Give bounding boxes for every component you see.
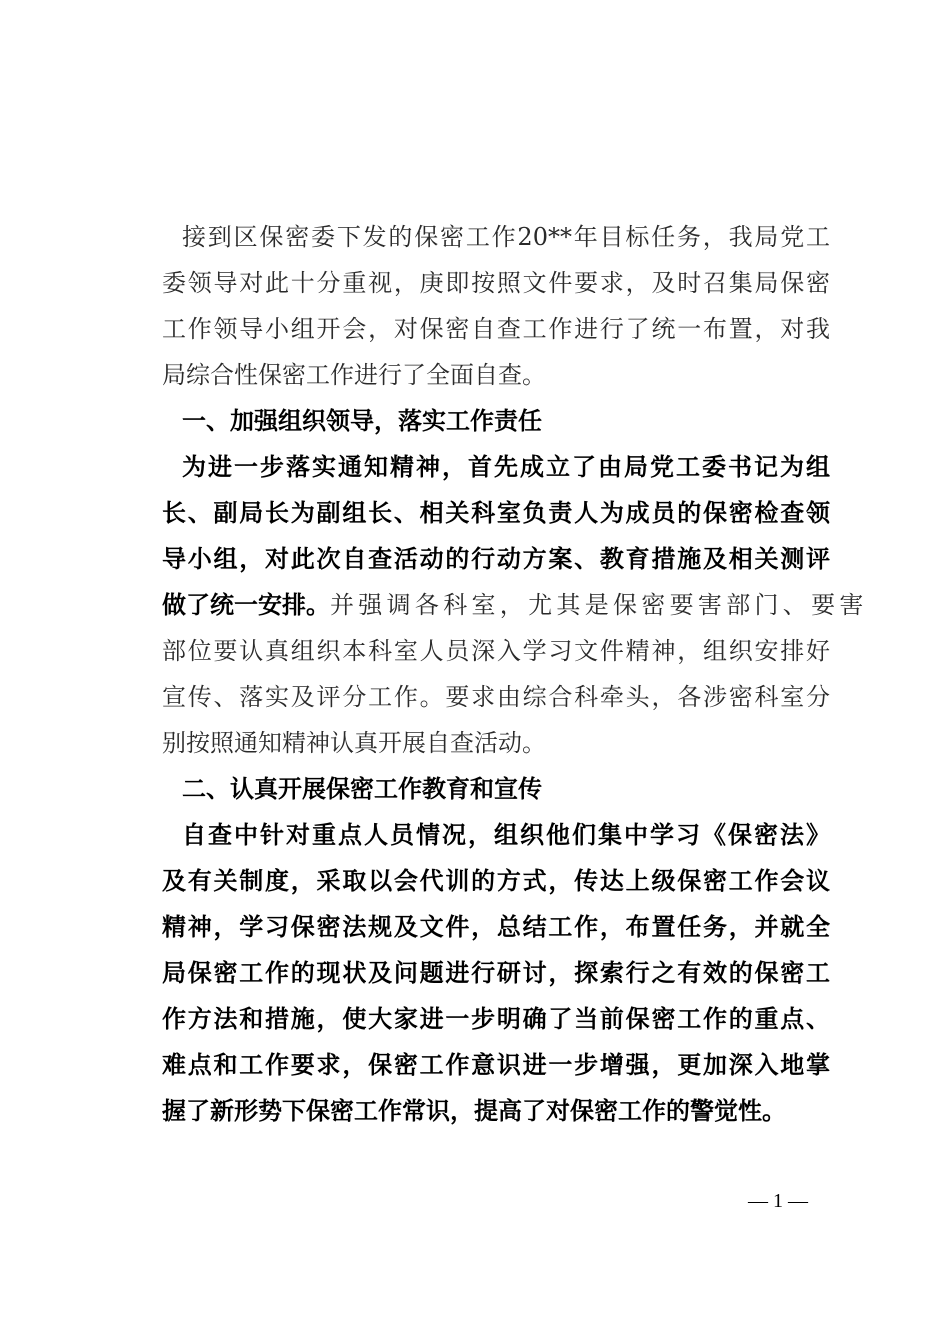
paragraph-line: 局综合性保密工作进行了全面自查。 (162, 361, 546, 389)
page-number: — 1 — (748, 1190, 808, 1212)
paragraph-line: 难点和工作要求，保密工作意识进一步增强，更加深入地掌 (162, 1051, 830, 1079)
section-heading-2: 二、认真开展保密工作教育和宣传 (182, 775, 542, 803)
paragraph-line: 部位要认真组织本科室人员深入学习文件精神，组织安排好 (162, 637, 830, 665)
paragraph-segment-bold: 做了统一安排。 (162, 591, 330, 619)
paragraph-line: 握了新形势下保密工作常识，提高了对保密工作的警觉性。 (162, 1097, 786, 1125)
paragraph-line: 别按照通知精神认真开展自查活动。 (162, 729, 546, 757)
section-heading-1: 一、加强组织领导，落实工作责任 (182, 407, 542, 435)
paragraph-line: 接到区保密委下发的保密工作20**年目标任务，我局党工 (182, 223, 830, 251)
paragraph-line: 局保密工作的现状及问题进行研讨，探索行之有效的保密工 (162, 959, 830, 987)
paragraph-line: 自查中针对重点人员情况，组织他们集中学习《保密法》 (182, 821, 830, 849)
paragraph-line: 及有关制度，采取以会代训的方式，传达上级保密工作会议 (162, 867, 830, 895)
paragraph-line: 委领导对此十分重视，庚即按照文件要求，及时召集局保密 (162, 269, 830, 297)
paragraph-segment-light: 并强调各科室，尤其是保密要害部门、要害 (330, 591, 868, 619)
paragraph-line: 导小组，对此次自查活动的行动方案、教育措施及相关测评 (162, 545, 830, 573)
paragraph-line: 作方法和措施，使大家进一步明确了当前保密工作的重点、 (162, 1005, 830, 1033)
paragraph-line: 工作领导小组开会，对保密自查工作进行了统一布置，对我 (162, 315, 830, 343)
paragraph-line-mixed (162, 582, 868, 628)
paragraph-line: 精神，学习保密法规及文件，总结工作，布置任务，并就全 (162, 913, 830, 941)
paragraph-line: 为进一步落实通知精神，首先成立了由局党工委书记为组 (182, 453, 830, 481)
paragraph-line: 宣传、落实及评分工作。要求由综合科牵头，各涉密科室分 (162, 683, 830, 711)
paragraph-line: 长、副局长为副组长、相关科室负责人为成员的保密检查领 (162, 499, 830, 527)
